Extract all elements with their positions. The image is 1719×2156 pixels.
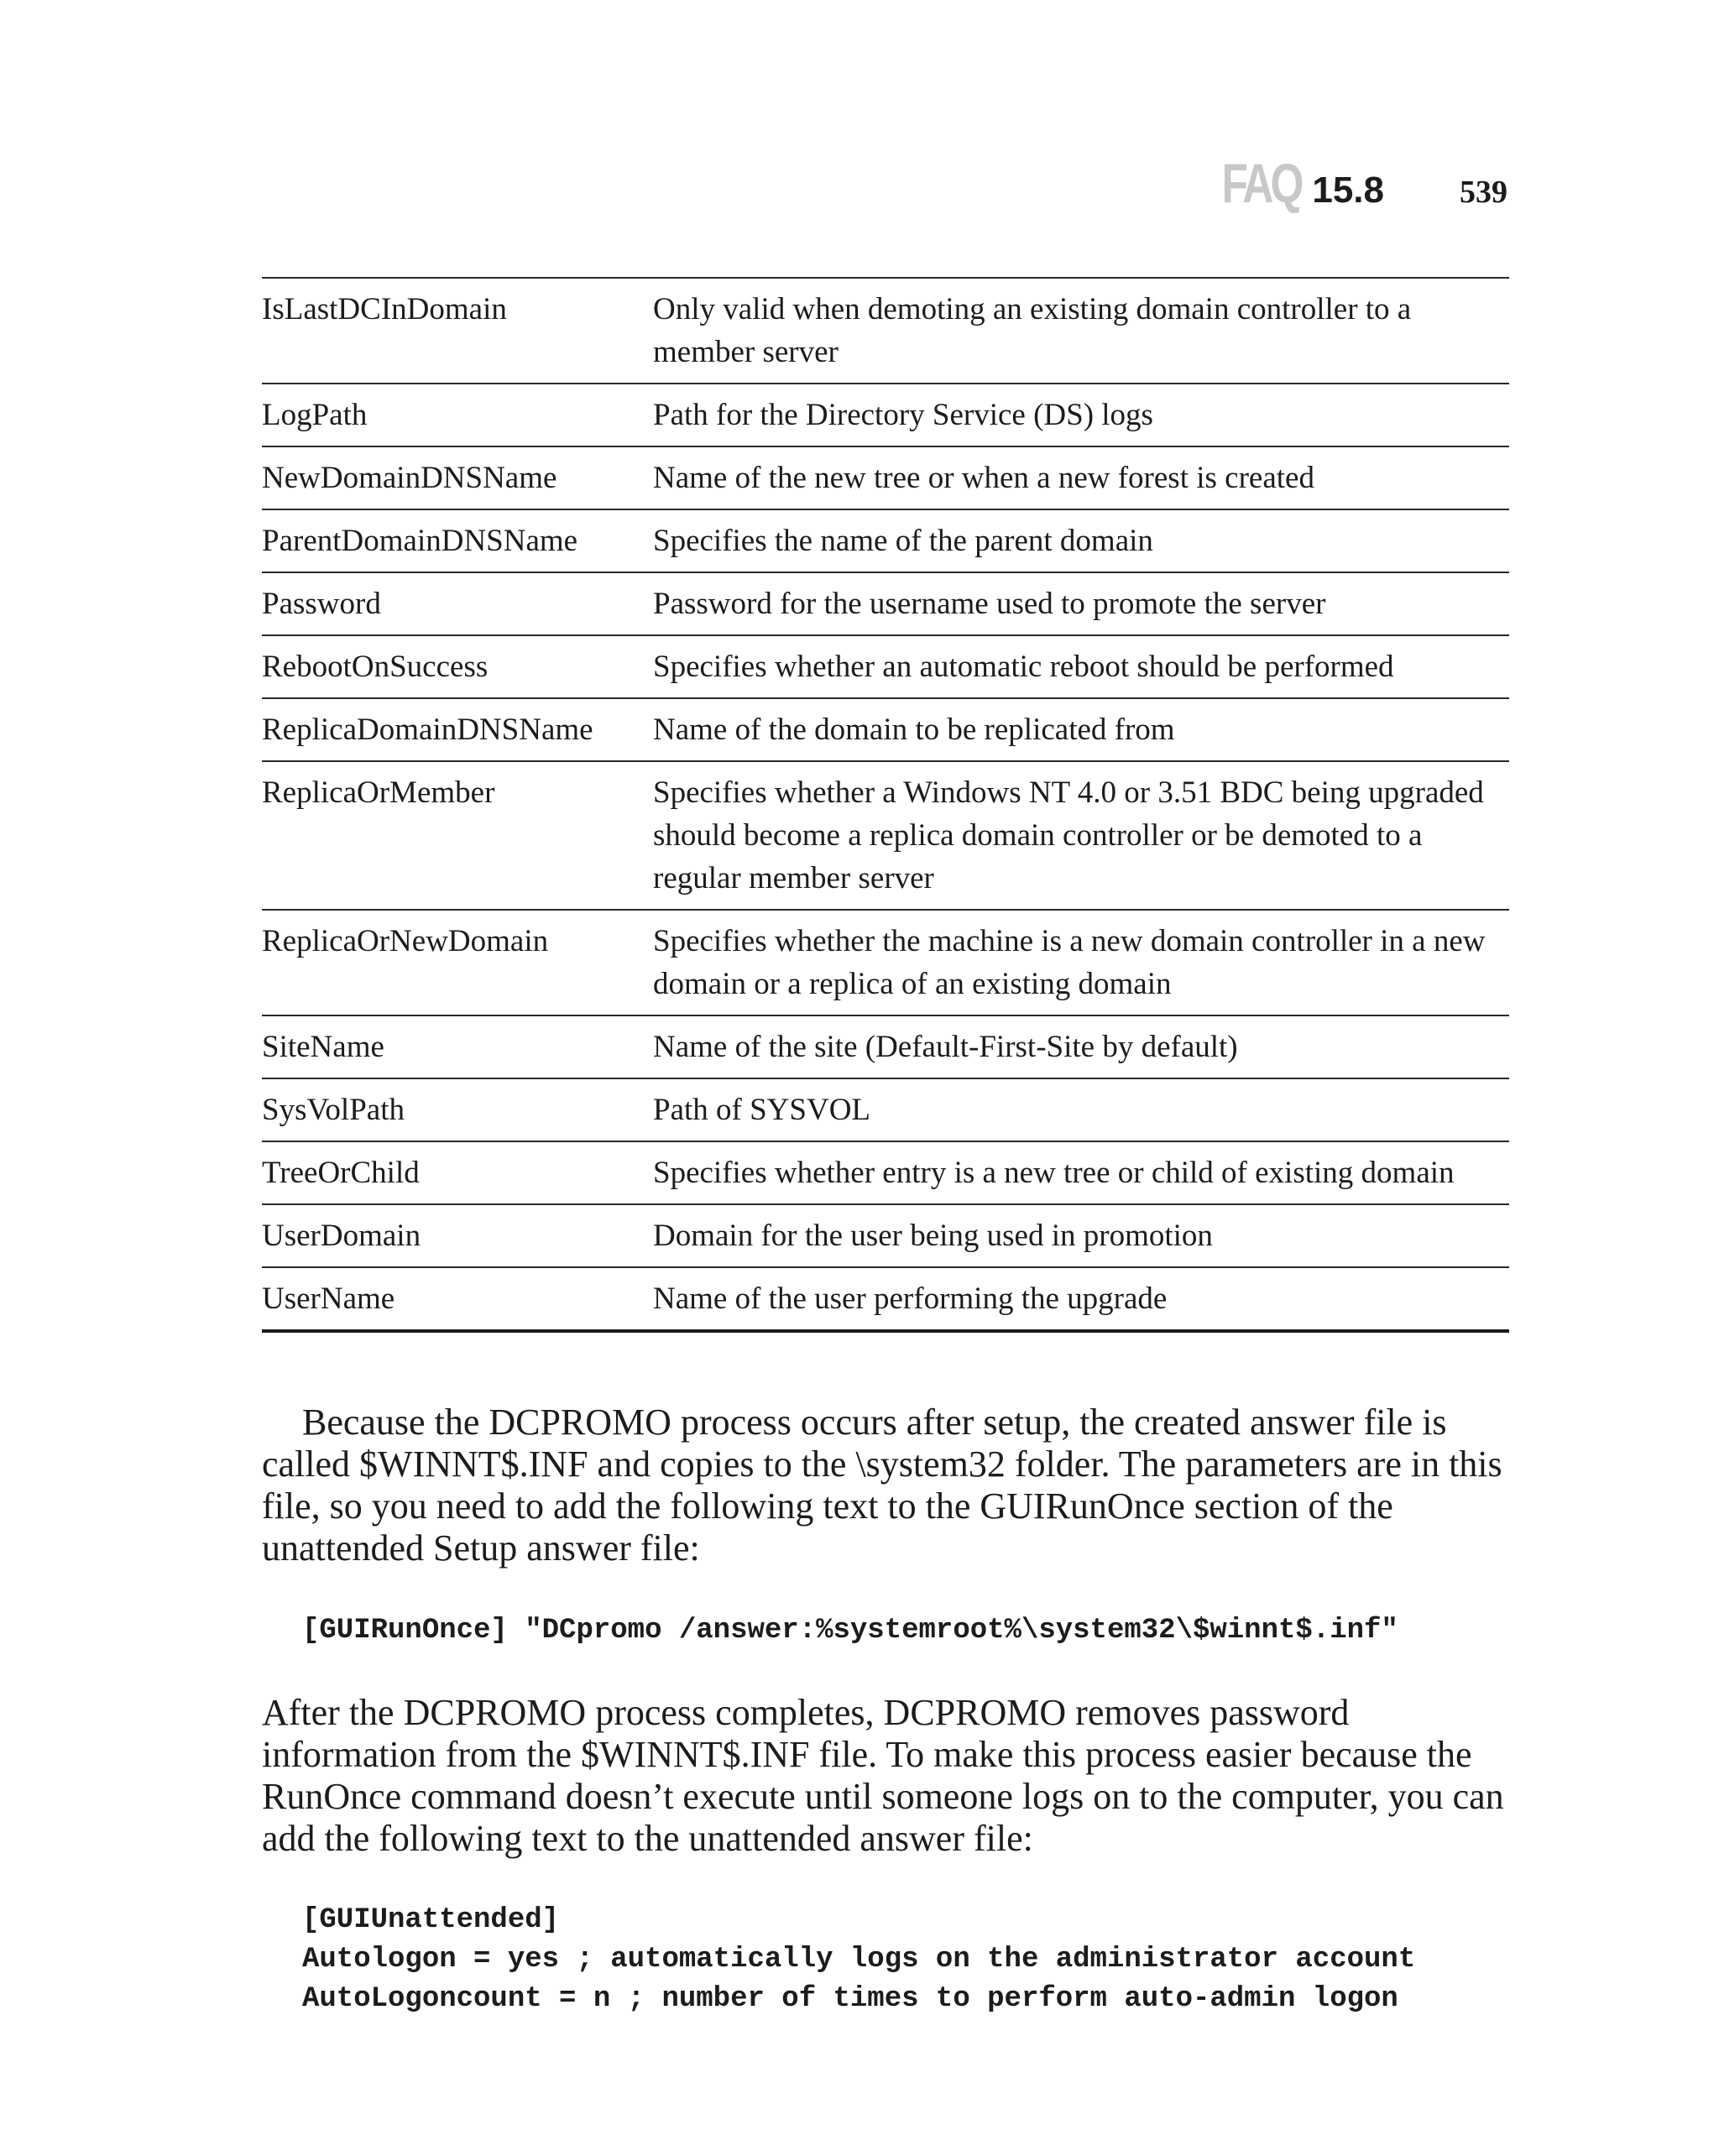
parameter-name: ReplicaDomainDNSName [262, 713, 593, 747]
faq-logo: FAQ [1221, 152, 1301, 214]
parameter-name: UserDomain [262, 1219, 421, 1253]
code-line: AutoLogoncount = n ; number of times to perform auto-admin logon [302, 1983, 1398, 2015]
table-row [262, 1015, 1509, 1078]
table-row [262, 572, 1509, 635]
table-row [262, 384, 1509, 446]
page-header [1199, 151, 1507, 215]
parameter-description: Specifies whether an automatic reboot should be performed [653, 650, 1394, 684]
parameter-description: Path for the Directory Service (DS) logs [653, 398, 1153, 432]
body-paragraph-1: Because the DCPROMO process occurs after setup, the created answer file is called $WINNT$.INF and copies to the \system32 folder. The parameters are in this file, so you need to add the following text to the GUIRunOnce section of the unattended Setup answer file: [262, 1402, 1502, 1569]
body-paragraph-2: After the DCPROMO process completes, DCPROMO removes password information from the $WINNT$.INF file. To make this process easier because the RunOnce command doesn’t execute until someone logs on to the computer, you can add the following text to the unattended answer file: [262, 1692, 1504, 1859]
parameter-description: Specifies the name of the parent domain [653, 524, 1153, 558]
table-row [262, 446, 1509, 509]
parameter-name: IsLastDCInDomain [262, 292, 507, 326]
parameter-name: SysVolPath [262, 1093, 405, 1127]
table-row [262, 1267, 1509, 1331]
parameter-name: UserName [262, 1282, 395, 1316]
parameter-description: Password for the username used to promote the server [653, 587, 1326, 621]
table-row [262, 1141, 1509, 1204]
code-block-guirunonce: [GUIRunOnce] "DCpromo /answer:%systemroot%\system32\$winnt$.inf" [302, 1615, 1398, 1647]
parameter-description: Path of SYSVOL [653, 1093, 871, 1127]
table-row [262, 1078, 1509, 1141]
parameter-description: Name of the user performing the upgrade [653, 1282, 1168, 1316]
table-row [262, 910, 1509, 1015]
table-row [262, 635, 1509, 698]
parameter-table [262, 277, 1509, 1333]
parameter-name: SiteName [262, 1030, 384, 1064]
parameter-name: ReplicaOrMember [262, 775, 495, 810]
parameter-description: Name of the site (Default-First-Site by default) [653, 1030, 1238, 1064]
table-row [262, 698, 1509, 761]
table-row [262, 761, 1509, 910]
parameter-description: Name of the new tree or when a new forest is created [653, 461, 1314, 495]
parameter-name: RebootOnSuccess [262, 650, 489, 684]
parameter-name: TreeOrChild [262, 1156, 420, 1190]
parameter-description: Specifies whether a Windows NT 4.0 or 3.51 BDC being upgraded should become a replica domain controller or be demoted to a regular member server [653, 775, 1484, 895]
table-row [262, 509, 1509, 572]
code-line: [GUIUnattended] [302, 1904, 560, 1936]
code-block-guiunattended [302, 1901, 1415, 2019]
table-row [262, 278, 1509, 384]
parameter-name: Password [262, 587, 381, 621]
parameter-description: Name of the domain to be replicated from [653, 713, 1175, 747]
parameter-description: Domain for the user being used in promotion [653, 1219, 1213, 1253]
parameter-name: NewDomainDNSName [262, 461, 557, 495]
parameter-description: Only valid when demoting an existing domain controller to a member server [653, 292, 1412, 369]
parameter-name: LogPath [262, 398, 368, 432]
parameter-name: ParentDomainDNSName [262, 524, 578, 558]
code-line: Autologon = yes ; automatically logs on the administrator account [302, 1944, 1416, 1976]
page-number: 539 [1460, 175, 1507, 210]
parameter-description: Specifies whether entry is a new tree or child of existing domain [653, 1156, 1455, 1190]
parameter-name: ReplicaOrNewDomain [262, 924, 549, 958]
table-row [262, 1204, 1509, 1267]
section-number: 15.8 [1312, 170, 1384, 211]
parameter-description: Specifies whether the machine is a new domain controller in a new domain or a replica of an existing domain [653, 924, 1486, 1001]
